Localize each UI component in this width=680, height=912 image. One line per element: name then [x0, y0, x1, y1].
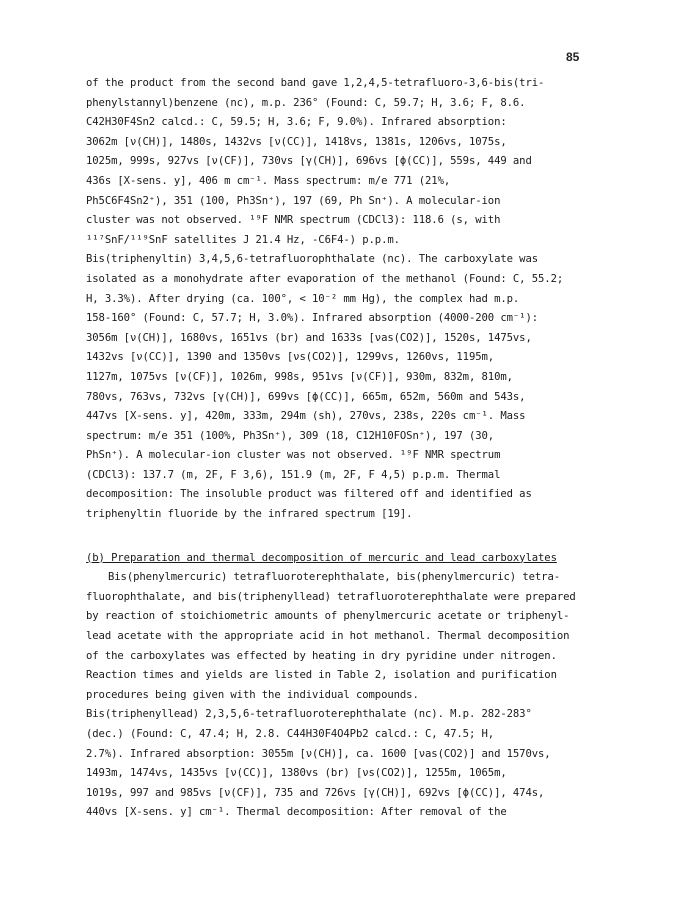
text-line: 1127m, 1075vs [ν(CF)], 1026m, 998s, 951vs [ν(CF)], 930m, 832m, 810m,: [86, 370, 513, 383]
paragraph-tin-phthalate: [86, 250, 616, 524]
text-line: spectrum: m/e 351 (100%, Ph3Sn⁺), 309 (18, C12H10FOSn⁺), 197 (30,: [86, 429, 495, 442]
text-line: of the product from the second band gave 1,2,4,5-tetrafluoro-3,6-bis(tri-: [86, 77, 545, 89]
text-line: 780vs, 763vs, 732vs [γ(CH)], 699vs [ϕ(CC)], 665m, 652m, 560m and 543s,: [86, 390, 526, 403]
text-line: fluorophthalate, and bis(triphenyllead) tetrafluoroterephthalate were prepared: [86, 590, 576, 603]
text-line: H, 3.3%). After drying (ca. 100°, < 10⁻² mm Hg), the complex had m.p.: [86, 292, 520, 305]
text-line: 158-160° (Found: C, 57.7; H, 3.0%). Infrared absorption (4000-200 cm⁻¹):: [86, 312, 539, 325]
text-line: Bis(triphenyllead) 2,3,5,6-tetrafluoroterephthalate (nc). M.p. 282-283°: [86, 708, 532, 721]
text-line: Bis(triphenyltin) 3,4,5,6-tetrafluorophthalate (nc). The carboxylate was: [86, 253, 539, 266]
text-line: Reaction times and yields are listed in Table 2, isolation and purification: [86, 669, 557, 682]
text-line: triphenyltin fluoride by the infrared spectrum [19].: [86, 508, 413, 521]
text-line: C42H30F4Sn2 calcd.: C, 59.5; H, 3.6; F, 9.0%). Infrared absorption:: [86, 116, 507, 129]
text-line: 1019s, 997 and 985vs [ν(CF)], 735 and 726vs [γ(CH)], 692vs [ϕ(CC)], 474s,: [86, 786, 545, 799]
text-line: 1432vs [ν(CC)], 1390 and 1350vs [νs(CO2)], 1299vs, 1260vs, 1195m,: [86, 351, 495, 364]
text-line: cluster was not observed. ¹⁹F NMR spectrum (CDCl3): 118.6 (s, with: [86, 214, 501, 227]
text-line: 447vs [X-sens. y], 420m, 333m, 294m (sh), 270vs, 238s, 220s cm⁻¹. Mass: [86, 410, 526, 423]
text-line: (CDCl3): 137.7 (m, 2F, F 3,6), 151.9 (m, 2F, F 4,5) p.p.m. Thermal: [86, 468, 501, 481]
body-text: [86, 74, 616, 823]
text-line: ¹¹⁷SnF/¹¹⁹SnF satellites J 21.4 Hz, -C6F4-) p.p.m.: [86, 233, 400, 246]
text-line: 1493m, 1474vs, 1435vs [ν(CC)], 1380vs (br) [νs(CO2)], 1255m, 1065m,: [86, 767, 507, 780]
text-line: 1025m, 999s, 927vs [ν(CF)], 730vs [γ(CH)], 696vs [ϕ(CC)], 559s, 449 and: [86, 155, 532, 168]
text-line: phenylstannyl)benzene (nc), m.p. 236° (Found: C, 59.7; H, 3.6; F, 8.6.: [86, 96, 526, 109]
text-line: PhSn⁺). A molecular-ion cluster was not observed. ¹⁹F NMR spectrum: [86, 449, 501, 462]
text-line: Ph5C6F4Sn2⁺), 351 (100, Ph3Sn⁺), 197 (69, Ph Sn⁺). A molecular-ion: [86, 194, 501, 207]
text-line: isolated as a monohydrate after evaporation of the methanol (Found: C, 55.2;: [86, 272, 564, 285]
text-line: procedures being given with the individual compounds.: [86, 688, 419, 701]
text-line: 436s [X-sens. y], 406 m cm⁻¹. Mass spectrum: m/e 771 (21%,: [86, 174, 451, 187]
text-line: of the carboxylates was effected by heating in dry pyridine under nitrogen.: [86, 649, 557, 662]
text-line: lead acetate with the appropriate acid in hot methanol. Thermal decomposition: [86, 630, 570, 643]
section-gap: [86, 525, 616, 549]
text-line: 3062m [ν(CH)], 1480s, 1432vs [ν(CC)], 1418vs, 1381s, 1206vs, 1075s,: [86, 135, 507, 148]
section-heading: (b) Preparation and thermal decomposition of mercuric and lead carboxylates: [86, 551, 557, 564]
paragraph-continuation: [86, 74, 616, 250]
text-line: 3056m [ν(CH)], 1680vs, 1651vs (br) and 1633s [νas(CO2)], 1520s, 1475vs,: [86, 331, 532, 344]
paragraph-preparation: [86, 568, 616, 705]
text-line: by reaction of stoichiometric amounts of phenylmercuric acetate or triphenyl-: [86, 610, 570, 623]
text-line: Bis(phenylmercuric) tetrafluoroterephthalate, bis(phenylmercuric) tetra-: [108, 571, 561, 584]
paragraph-lead-terephthalate: [86, 705, 616, 823]
text-line: 2.7%). Infrared absorption: 3055m [ν(CH)], ca. 1600 [νas(CO2)] and 1570vs,: [86, 747, 551, 760]
text-line: (dec.) (Found: C, 47.4; H, 2.8. C44H30F4O4Pb2 calcd.: C, 47.5; H,: [86, 728, 495, 740]
text-line: decomposition: The insoluble product was filtered off and identified as: [86, 488, 532, 501]
text-line: 440vs [X-sens. y] cm⁻¹. Thermal decomposition: After removal of the: [86, 806, 507, 819]
page-number: 85: [566, 50, 580, 64]
